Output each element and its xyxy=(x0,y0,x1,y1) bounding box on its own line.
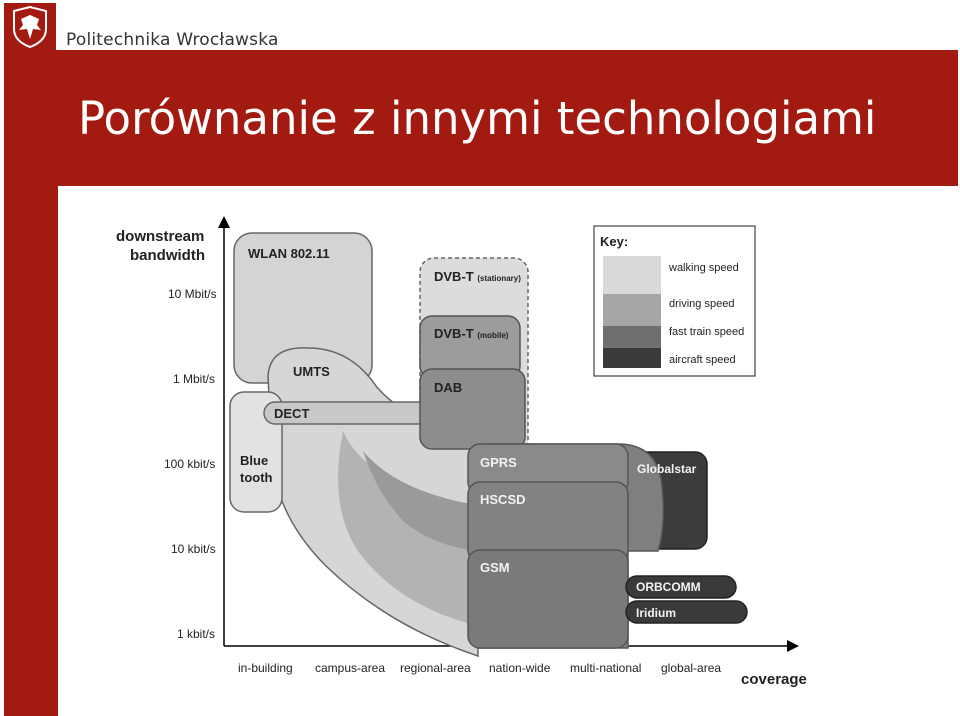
legend-label-fast-train: fast train speed xyxy=(669,326,745,338)
legend-swatch-aircraft xyxy=(603,348,661,368)
label-dvbt-stationary: DVB-T (stationary) xyxy=(434,269,521,284)
x-tick-regional-area: regional-area xyxy=(400,661,471,675)
label-gprs: GPRS xyxy=(480,455,517,470)
x-axis-label: coverage xyxy=(741,671,807,688)
legend-label-aircraft: aircraft speed xyxy=(669,354,736,366)
label-dab: DAB xyxy=(434,380,463,395)
label-globalstar: Globalstar xyxy=(637,462,697,476)
legend-swatch-driving xyxy=(603,294,661,326)
y-tick-1mbit: 1 Mbit/s xyxy=(173,372,216,386)
x-tick-in-building: in-building xyxy=(238,661,293,675)
label-wlan: WLAN 802.11 xyxy=(248,246,330,261)
technology-comparison-diagram xyxy=(58,186,958,716)
label-dvbt-mobile: DVB-T (mobile) xyxy=(434,326,509,341)
label-iridium: Iridium xyxy=(636,606,677,620)
legend-label-walking: walking speed xyxy=(669,262,739,274)
label-umts: UMTS xyxy=(293,364,330,379)
label-bluetooth-line-2: tooth xyxy=(240,470,273,485)
label-orbcomm: ORBCOMM xyxy=(636,580,701,594)
label-dect: DECT xyxy=(274,406,310,421)
legend-swatch-walking xyxy=(603,256,661,294)
legend xyxy=(594,226,755,376)
university-logo xyxy=(4,3,56,50)
x-tick-nation-wide: nation-wide xyxy=(489,661,551,675)
legend-label-driving: driving speed xyxy=(669,298,735,310)
page-title: Porównanie z innymi technologiami xyxy=(78,92,877,145)
y-axis-label-line-1: downstream xyxy=(116,228,205,245)
y-tick-10kbit: 10 kbit/s xyxy=(171,542,216,556)
y-axis-label-line-2: bandwidth xyxy=(130,247,205,264)
x-tick-global-area: global-area xyxy=(661,661,722,675)
legend-title: Key: xyxy=(600,234,629,249)
x-tick-multi-national: multi-national xyxy=(570,661,642,675)
x-tick-campus-area: campus-area xyxy=(315,661,386,675)
y-tick-10mbit: 10 Mbit/s xyxy=(168,287,217,301)
university-name: Politechnika Wrocławska xyxy=(66,30,279,50)
label-bluetooth-line-1: Blue xyxy=(240,453,269,468)
y-tick-100kbit: 100 kbit/s xyxy=(164,457,216,471)
label-gsm: GSM xyxy=(480,560,510,575)
label-hscsd: HSCSD xyxy=(480,492,526,507)
y-tick-1kbit: 1 kbit/s xyxy=(177,627,216,641)
left-accent-bar xyxy=(4,50,58,716)
legend-swatch-fast-train xyxy=(603,326,661,348)
